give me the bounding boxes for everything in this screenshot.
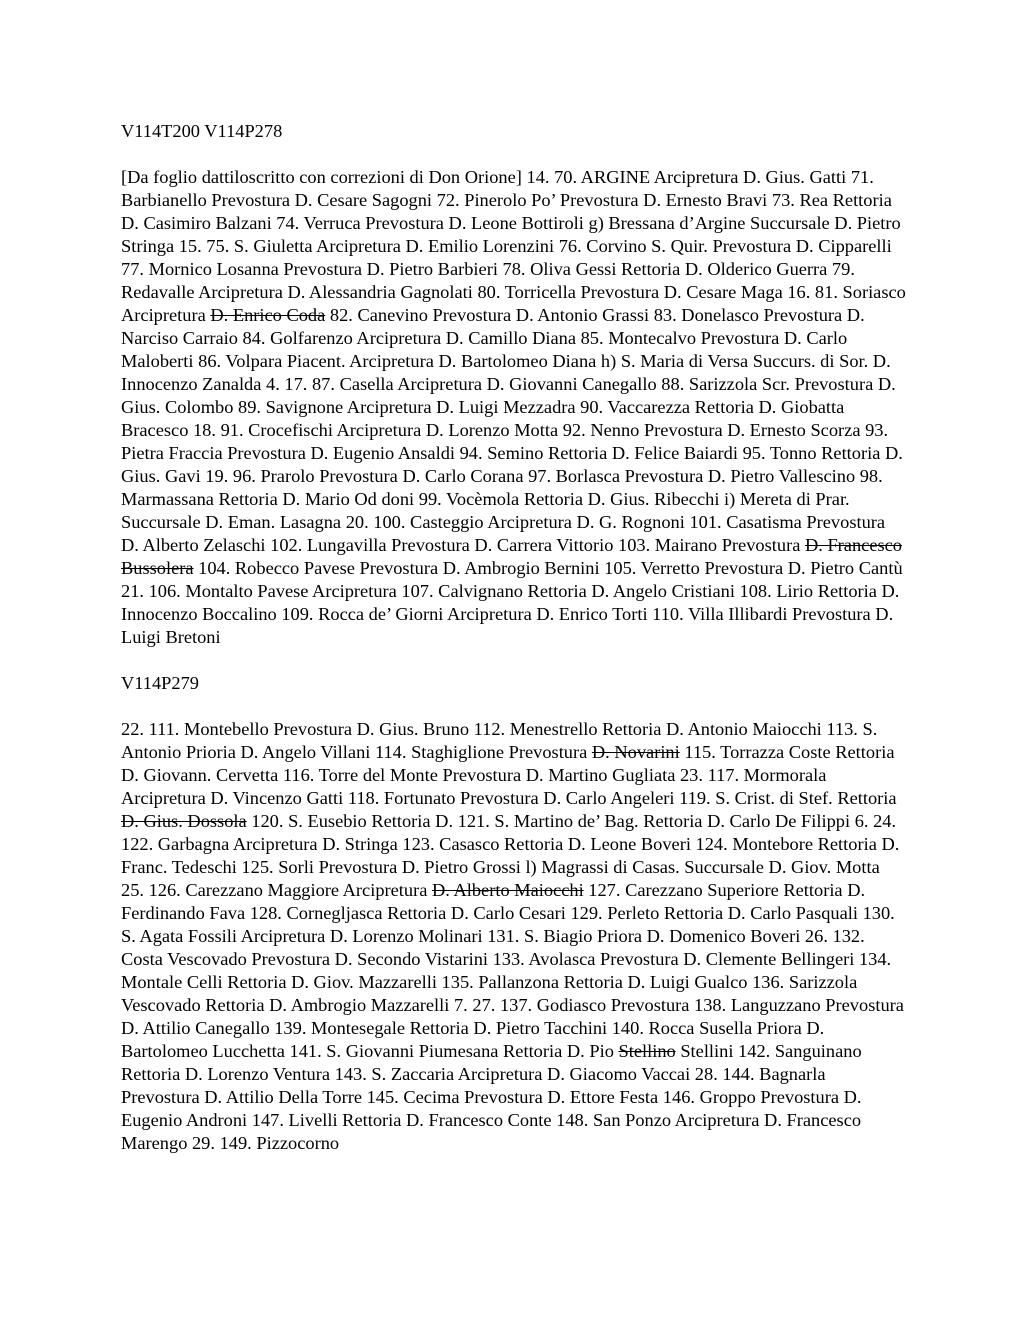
- spacer: [121, 695, 906, 718]
- parish-list-paragraph-2: [121, 718, 906, 1155]
- text-run: 127. Carezzano Superiore Rettoria D. Ferdinando Fava 128. Cornegljasca Rettoria D. Carlo Cesari 129. Perleto Rettoria D. Carlo Pasquali 130. S. Agata Fossili Arcipretura D. Lorenzo Molinari 131. S. Biagio Priora D. Domenico Boveri 26. 132. Costa Vescovado Prevostura D. Secondo Vistarini 133. Avolasca Prevostura D. Clemente Bellingeri 134. Montale Celli Rettoria D. Giov. Mazzarelli 135. Pallanzona Rettoria D. Luigi Gualco 136. Sarizzola Vescovado Rettoria D. Ambrogio Mazzarelli 7. 27. 137. Godiasco Prevostura 138. Languzzano Prevostura D. Attilio Canegallo 139. Montesegale Rettoria D. Pietro Tacchini 140. Rocca Susella Priora D. Bartolomeo Lucchetta 141. S. Giovanni Piumesana Rettoria D. Pio: [121, 880, 904, 1061]
- struck-out-name: D. Alberto Maiocchi: [432, 880, 584, 900]
- spacer: [121, 143, 906, 166]
- text-run: Stellini 142. Sanguinano Rettoria D. Lorenzo Ventura 143. S. Zaccaria Arcipretura D. Giacomo Vaccai 28. 144. Bagnarla Prevostura D. Attilio Della Torre 145. Cecima Prevostura D. Ettore Festa 146. Groppo Prevostura D. Eugenio Androni 147. Livelli Rettoria D. Francesco Conte 148. San Ponzo Arcipretura D. Francesco Marengo 29. 149. Pizzocorno: [121, 1041, 862, 1153]
- struck-out-name: Stellino: [618, 1041, 676, 1061]
- spacer: [121, 649, 906, 672]
- text-run: 115. Torrazza Coste Rettoria D. Giovann. Cervetta 116. Torre del Monte Prevostura D. Martino Gugliata 23. 117. Mormorala Arcipretura D. Vincenzo Gatti 118. Fortunato Prevostura D. Carlo Angeleri 119. S. Crist. di Stef. Rettoria: [121, 742, 897, 808]
- text-run: [Da foglio dattiloscritto con correzioni di Don Orione] 14. 70. ARGINE Arcipretura D. Gius. Gatti 71. Barbianello Prevostura D. Cesare Sagogni 72. Pinerolo Po’ Prevostura D. Ernesto Bravi 73. Rea Rettoria D. Casimiro Balzani 74. Verruca Prevostura D. Leone Bottiroli g) Bressana d’Argine Succursale D. Pietro Stringa 15. 75. S. Giuletta Arcipretura D. Emilio Lorenzini 76. Corvino S. Quir. Prevostura D. Cipparelli 77. Mornico Losanna Prevostura D. Pietro Barbieri 78. Oliva Gessi Rettoria D. Olderico Guerra 79. Redavalle Arcipretura D. Alessandria Gagnolati 80. Torricella Prevostura D. Cesare Maga 16. 81. Soriasco Arcipretura: [121, 167, 906, 325]
- text-run: 22. 111. Montebello Prevostura D. Gius. Bruno 112. Menestrello Rettoria D. Antonio Maiocchi 113. S. Antonio Prioria D. Angelo Villani 114. Staghiglione Prevostura: [121, 719, 878, 762]
- page-reference-header: V114T200 V114P278: [121, 121, 283, 141]
- struck-out-name: D. Enrico Coda: [210, 305, 326, 325]
- parish-list-paragraph-1: [121, 166, 906, 649]
- text-run: 120. S. Eusebio Rettoria D. 121. S. Martino de’ Bag. Rettoria D. Carlo De Filippi 6. 24. 122. Garbagna Arcipretura D. Stringa 123. Casasco Rettoria D. Leone Boveri 124. Montebore Rettoria D. Franc. Tedeschi 125. Sorli Prevostura D. Pietro Grossi l) Magrassi di Casas. Succursale D. Giov. Motta 25. 126. Carezzano Maggiore Arcipretura: [121, 811, 900, 900]
- text-run: 104. Robecco Pavese Prevostura D. Ambrogio Bernini 105. Verretto Prevostura D. Pietro Cantù 21. 106. Montalto Pavese Arcipretura 107. Calvignano Rettoria D. Angelo Cristiani 108. Lirio Rettoria D. Innocenzo Boccalino 109. Rocca de’ Giorni Arcipretura D. Enrico Torti 110. Villa Illibardi Prevostura D. Luigi Bretoni: [121, 558, 903, 647]
- struck-out-name: D. Gius. Dossola: [121, 811, 247, 831]
- struck-out-name: D. Novarini: [591, 742, 680, 762]
- text-run: 82. Canevino Prevostura D. Antonio Grassi 83. Donelasco Prevostura D. Narciso Carraio 84. Golfarenzo Arcipretura D. Camillo Diana 85. Montecalvo Prevostura D. Carlo Maloberti 86. Volpara Piacent. Arcipretura D. Bartolomeo Diana h) S. Maria di Versa Succurs. di Sor. D. Innocenzo Zanalda 4. 17. 87. Casella Arcipretura D. Giovanni Canegallo 88. Sarizzola Scr. Prevostura D. Gius. Colombo 89. Savignone Arcipretura D. Luigi Mezzadra 90. Vaccarezza Rettoria D. Giobatta Bracesco 18. 91. Crocefischi Arcipretura D. Lorenzo Motta 92. Nenno Prevostura D. Ernesto Scorza 93. Pietra Fraccia Prevostura D. Eugenio Ansaldi 94. Semino Rettoria D. Felice Baiardi 95. Tonno Rettoria D. Gius. Gavi 19. 96. Prarolo Prevostura D. Carlo Corana 97. Borlasca Prevostura D. Pietro Vallescino 98. Marmassana Rettoria D. Mario Od doni 99. Vocèmola Rettoria D. Gius. Ribecchi i) Mereta di Prar. Succursale D. Eman. Lasagna 20. 100. Casteggio Arcipretura D. G. Rognoni 101. Casatisma Prevostura D. Alberto Zelaschi 102. Lungavilla Prevostura D. Carrera Vittorio 103. Mairano Prevostura: [121, 305, 903, 555]
- page-reference-header-2: V114P279: [121, 673, 199, 693]
- struck-out-name: D. Francesco Bussolera: [121, 535, 902, 578]
